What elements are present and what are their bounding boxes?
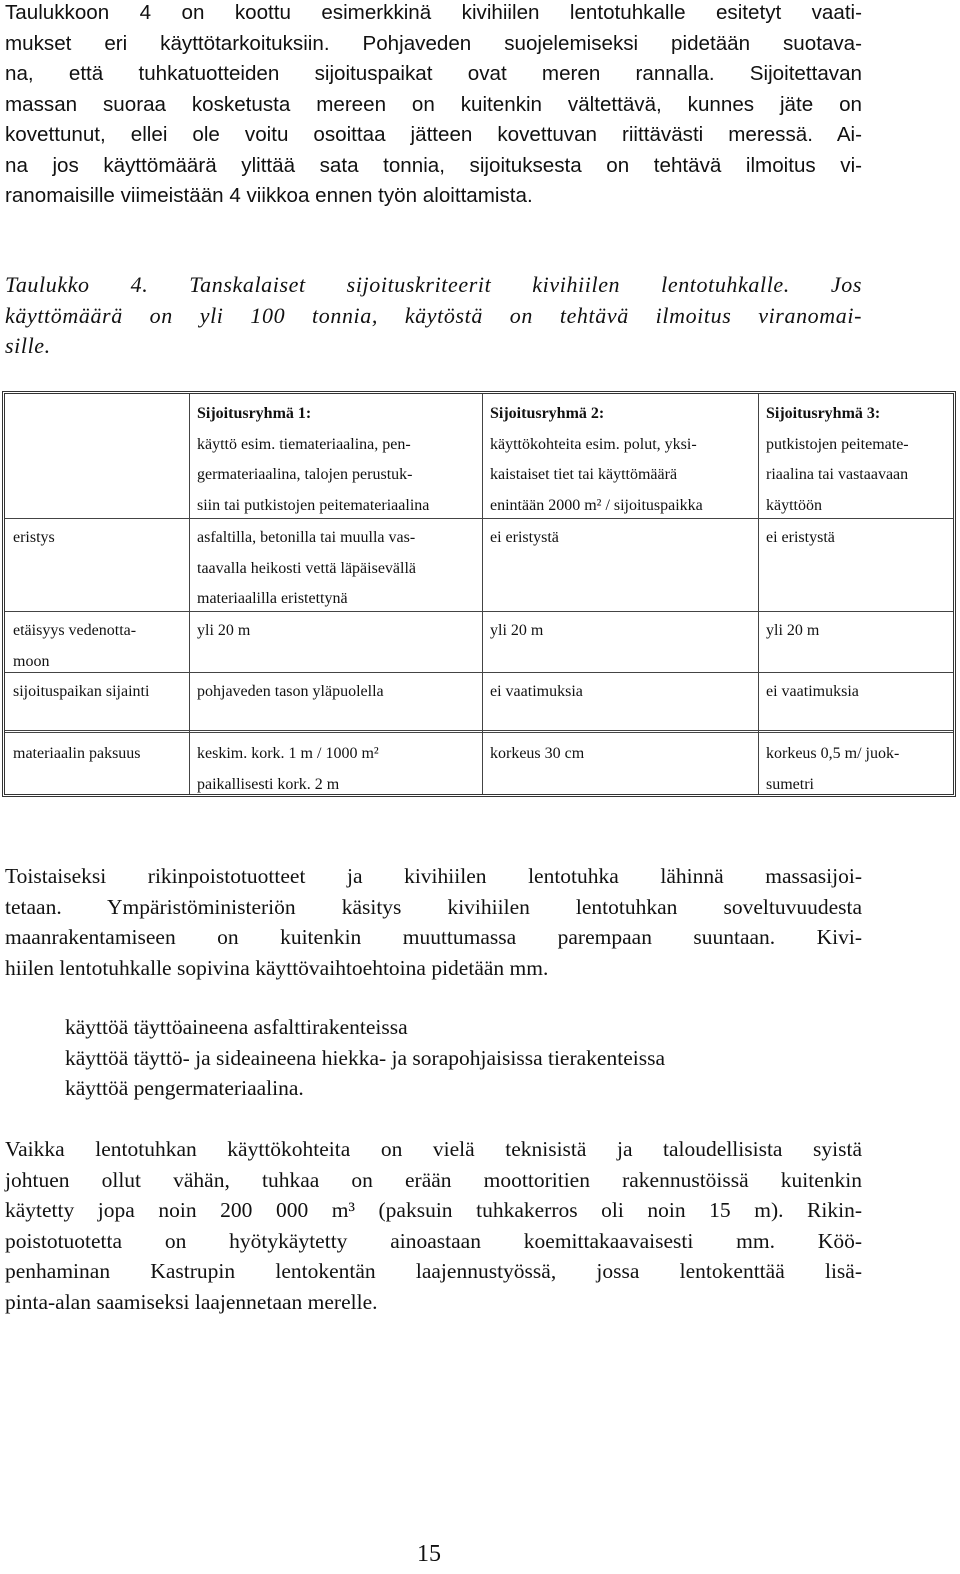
cell-text: paikallisesti kork. 2 m [197,775,340,793]
cell-text: ei eristystä [766,529,835,546]
table-cell [191,616,481,647]
table-cell [484,523,756,554]
cell-text: yli 20 m [766,622,820,639]
header-text: käyttö esim. tiemateriaalina, pen- [197,435,411,453]
body-paragraph [5,1134,862,1317]
cell-text: pohjaveden tason yläpuolella [197,683,384,700]
cell-text: ei vaatimuksia [490,683,583,700]
body-paragraph [5,861,862,983]
row-label-text: materiaalin paksuus [13,745,141,762]
table-caption [5,270,862,362]
table-cell [760,677,955,708]
caption-line: käyttömäärä on yli 100 tonnia, käytöstä on tehtävä ilmoitus viranomai- [5,302,862,328]
cell-text: asfaltilla, betonilla tai muulla vas- [197,529,416,546]
header-text: siin tai putkistojen peitemateriaalina [197,496,430,514]
table-divider [5,730,953,733]
list-item: käyttöä täyttöaineena asfalttirakenteissa [65,1015,408,1039]
table-cell [760,739,955,800]
header-title: Sijoitusryhmä 3: [766,405,881,422]
cell-text: korkeus 0,5 m/ juok- [766,745,900,762]
header-group-3 [760,399,955,521]
cell-text: ei vaatimuksia [766,683,859,700]
table-cell [760,523,955,554]
header-text: käyttöön [766,496,822,514]
cell-text: taavalla heikosti vettä läpäisevällä [197,559,417,577]
table-cell [191,677,481,708]
table-cell [484,616,756,647]
header-text: enintään 2000 m² / sijoituspaikka [490,496,703,514]
header-text: putkistojen peitemate- [766,435,909,453]
header-text: riaalina tai vastaavaan [766,466,909,483]
criteria-table [2,391,956,797]
use-options-list [65,1012,665,1104]
table-cell [484,739,756,770]
body-line: Toistaiseksi rikinpoistotuotteet ja kivihiilen lentotuhka lähinnä massasijoi- [5,864,862,888]
intro-line: Taulukkoon 4 on koottu esimerkkinä kivihiilen lentotuhkalle esitetyt vaati- [5,1,862,24]
header-group-1 [191,399,481,521]
cell-text: yli 20 m [197,622,251,639]
body-line: tetaan. Ympäristöministeriön käsitys kivihiilen lentotuhkan soveltuvuudesta [5,894,862,919]
caption-line: sille. [5,333,51,358]
table-cell [191,523,481,615]
header-text: germateriaalina, talojen perustuk- [197,466,413,483]
body-line: Vaikka lentotuhkan käyttökohteita on vielä teknisistä ja taloudellisista syistä [5,1137,862,1161]
row-label-etaisyys [7,616,187,677]
caption-line: Taulukko 4. Tanskalaiset sijoituskriteerit kivihiilen lentotuhkalle. Jos [5,272,862,297]
header-group-2 [484,399,756,521]
list-item: käyttöä pengermateriaalina. [65,1076,304,1100]
table-cell [191,739,481,800]
row-label-text: moon [13,652,50,670]
cell-text: korkeus 30 cm [490,745,585,762]
list-item: käyttöä täyttö- ja sideaineena hiekka- ja sorapohjaisissa tierakenteissa [65,1045,665,1070]
intro-line: mukset eri käyttötarkoituksiin. Pohjaveden suojelemiseksi pidetään suotava- [5,31,862,55]
intro-line: kovettunut, ellei ole voitu osoittaa jätteen kovettuvan riittävästi meressä. Ai- [5,123,862,146]
table-divider [758,394,759,794]
cell-text: sumetri [766,775,814,793]
header-text: kaistaiset tiet tai käyttömäärä [490,466,678,483]
body-line: poistotuotetta on hyötykäytetty ainoastaan koemittakaavaisesti mm. Köö- [5,1228,862,1253]
page-number: 15 [417,1541,441,1567]
body-line: johtuen ollut vähän, tuhkaa on erään moottoritien rakennustöissä kuitenkin [5,1167,862,1192]
header-title: Sijoitusryhmä 2: [490,405,605,422]
cell-text: keskim. kork. 1 m / 1000 m² [197,745,379,762]
cell-text: materiaalilla eristettynä [197,590,348,607]
table-cell [484,677,756,708]
row-label-paksuus [7,739,187,770]
body-line: pinta-alan saamiseksi laajennetaan merelle. [5,1289,378,1314]
header-text: käyttökohteita esim. polut, yksi- [490,435,697,453]
intro-line: na jos käyttömäärä ylittää sata tonnia, sijoituksesta on tehtävä ilmoitus vi- [5,153,862,177]
intro-line: na, että tuhkatuotteiden sijoituspaikat ovat meren rannalla. Sijoitettavan [5,62,862,85]
row-label-eristys [7,523,187,554]
table-cell [760,616,955,647]
cell-text: yli 20 m [490,622,544,639]
row-label-sijainti [7,677,187,708]
body-line: maanrakentamiseen on kuitenkin muuttumassa parempaan suuntaan. Kivi- [5,925,862,949]
intro-paragraph [5,0,862,212]
row-label-text: sijoituspaikan sijainti [13,683,150,700]
cell-text: ei eristystä [490,529,559,546]
header-title: Sijoitusryhmä 1: [197,405,312,422]
row-label-text: etäisyys vedenotta- [13,622,137,639]
intro-line: ranomaisille viimeistään 4 viikkoa ennen työn aloittamista. [5,184,533,207]
intro-line: massan suoraa kosketusta mereen on kuitenkin vältettävä, kunnes jäte on [5,92,862,116]
table-divider [189,394,190,794]
body-line: penhaminan Kastrupin lentokentän laajennustyössä, jossa lentokenttää lisä- [5,1259,862,1283]
row-label-text: eristys [13,529,55,546]
body-line: käytetty jopa noin 200 000 m³ (paksuin tuhkakerros oli noin 15 m). Rikin- [5,1198,862,1222]
table-divider [482,394,483,794]
body-line: hiilen lentotuhkalle sopivina käyttövaihtoehtoina pidetään mm. [5,955,549,980]
